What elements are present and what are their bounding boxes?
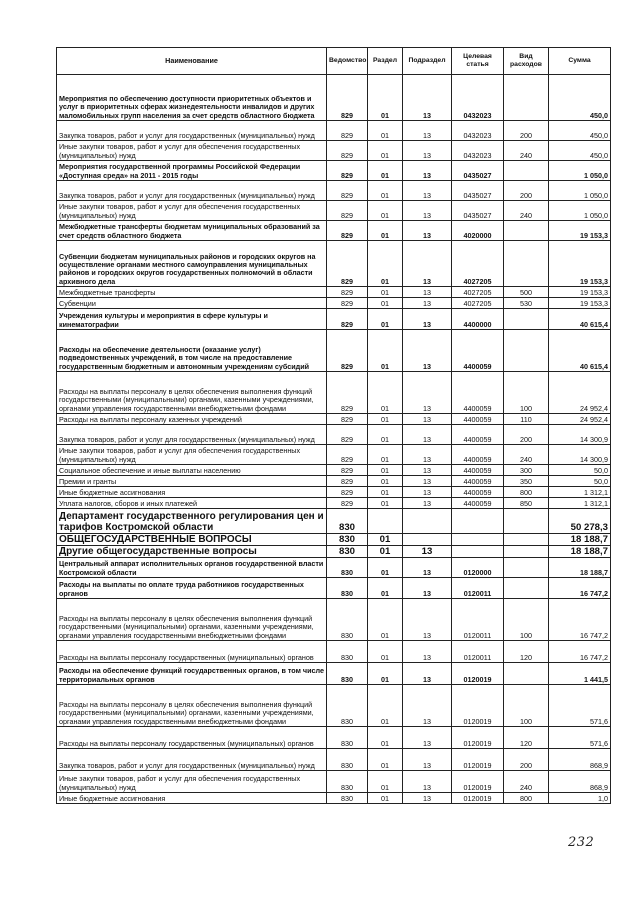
cell-expense-type: 200 xyxy=(504,181,549,201)
cell-name: Иные закупки товаров, работ и услуг для обеспечения государственных (муниципальных) нужд xyxy=(57,141,327,161)
cell-expense-type: 110 xyxy=(504,414,549,425)
cell-amount: 571,6 xyxy=(549,685,611,727)
cell-name: Учреждения культуры и мероприятия в сфере культуры и кинематографии xyxy=(57,309,327,330)
cell-subsection: 13 xyxy=(403,465,452,476)
cell-amount: 1 050,0 xyxy=(549,161,611,181)
cell-section: 01 xyxy=(368,487,403,498)
handwritten-page-number: 232 xyxy=(568,835,595,850)
table-row xyxy=(57,749,611,771)
table-row xyxy=(57,771,611,793)
cell-section: 01 xyxy=(368,465,403,476)
table-row xyxy=(57,487,611,498)
cell-expense-type: 120 xyxy=(504,727,549,749)
cell-subsection: 13 xyxy=(403,121,452,141)
cell-section: 01 xyxy=(368,685,403,727)
cell-target-article: 0120019 xyxy=(452,663,504,685)
cell-target-article: 4400059 xyxy=(452,487,504,498)
cell-target-article: 0432023 xyxy=(452,121,504,141)
cell-amount: 1 050,0 xyxy=(549,181,611,201)
cell-amount: 450,0 xyxy=(549,121,611,141)
cell-target-article xyxy=(452,546,504,558)
cell-target-article: 0120019 xyxy=(452,749,504,771)
cell-target-article: 4400059 xyxy=(452,330,504,372)
cell-section: 01 xyxy=(368,771,403,793)
cell-name: Расходы на выплаты персоналу в целях обеспечения выполнения функций государственными (муниципальными) органами, казенными учреждениями, органами управления государственными внебюджетными фондами xyxy=(57,685,327,727)
cell-subsection: 13 xyxy=(403,727,452,749)
cell-subsection: 13 xyxy=(403,330,452,372)
cell-section: 01 xyxy=(368,161,403,181)
cell-section: 01 xyxy=(368,75,403,121)
cell-name: Межбюджетные трансферты бюджетам муниципальных образований за счет средств областного бюджета xyxy=(57,221,327,241)
cell-department: 830 xyxy=(327,749,368,771)
cell-expense-type: 300 xyxy=(504,465,549,476)
cell-amount: 1 312,1 xyxy=(549,498,611,509)
cell-department: 829 xyxy=(327,221,368,241)
cell-subsection: 13 xyxy=(403,309,452,330)
cell-name: Премии и гранты xyxy=(57,476,327,487)
cell-section: 01 xyxy=(368,372,403,414)
cell-target-article: 0120019 xyxy=(452,727,504,749)
cell-target-article: 0120019 xyxy=(452,771,504,793)
cell-department: 829 xyxy=(327,445,368,465)
cell-name: Межбюджетные трансферты xyxy=(57,287,327,298)
cell-target-article: 0435027 xyxy=(452,201,504,221)
cell-expense-type: 200 xyxy=(504,749,549,771)
cell-name: Закупка товаров, работ и услуг для государственных (муниципальных) нужд xyxy=(57,749,327,771)
table-row xyxy=(57,330,611,372)
cell-name: Иные бюджетные ассигнования xyxy=(57,487,327,498)
cell-section: 01 xyxy=(368,445,403,465)
cell-expense-type: 240 xyxy=(504,201,549,221)
cell-subsection: 13 xyxy=(403,181,452,201)
cell-department: 830 xyxy=(327,509,368,534)
header-section: Раздел xyxy=(368,48,403,75)
cell-target-article: 4400059 xyxy=(452,465,504,476)
cell-target-article: 4400059 xyxy=(452,445,504,465)
cell-subsection: 13 xyxy=(403,372,452,414)
cell-amount: 19 153,3 xyxy=(549,287,611,298)
cell-subsection: 13 xyxy=(403,141,452,161)
cell-expense-type: 800 xyxy=(504,793,549,804)
cell-department: 830 xyxy=(327,578,368,599)
cell-department: 829 xyxy=(327,476,368,487)
cell-name: Иные закупки товаров, работ и услуг для обеспечения государственных (муниципальных) нужд xyxy=(57,771,327,793)
cell-target-article: 0435027 xyxy=(452,181,504,201)
cell-section: 01 xyxy=(368,578,403,599)
cell-section: 01 xyxy=(368,546,403,558)
table-row xyxy=(57,727,611,749)
cell-department: 830 xyxy=(327,727,368,749)
cell-section: 01 xyxy=(368,201,403,221)
cell-name: Расходы на выплаты персоналу в целях обеспечения выполнения функций государственными (муниципальными) органами, казенными учреждениями, органами управления государственными внебюджетными фондами xyxy=(57,599,327,641)
table-row xyxy=(57,641,611,663)
cell-name: ОБЩЕГОСУДАРСТВЕННЫЕ ВОПРОСЫ xyxy=(57,534,327,546)
cell-department: 830 xyxy=(327,558,368,578)
cell-amount: 1 441,5 xyxy=(549,663,611,685)
cell-expense-type xyxy=(504,75,549,121)
cell-target-article: 4400000 xyxy=(452,309,504,330)
cell-name: Мероприятия государственной программы Российской Федерации «Доступная среда» на 2011 - 2015 годы xyxy=(57,161,327,181)
cell-subsection: 13 xyxy=(403,287,452,298)
cell-amount: 18 188,7 xyxy=(549,534,611,546)
cell-department: 830 xyxy=(327,663,368,685)
cell-department: 829 xyxy=(327,181,368,201)
cell-name: Уплата налогов, сборов и иных платежей xyxy=(57,498,327,509)
cell-department: 829 xyxy=(327,201,368,221)
cell-subsection: 13 xyxy=(403,558,452,578)
cell-name: Расходы на выплаты персоналу государственных (муниципальных) органов xyxy=(57,727,327,749)
cell-target-article: 4020000 xyxy=(452,221,504,241)
table-body xyxy=(57,75,611,804)
table-row xyxy=(57,599,611,641)
cell-department: 829 xyxy=(327,487,368,498)
cell-target-article: 4400059 xyxy=(452,425,504,445)
cell-section: 01 xyxy=(368,476,403,487)
cell-department: 829 xyxy=(327,141,368,161)
cell-target-article: 0435027 xyxy=(452,161,504,181)
cell-subsection: 13 xyxy=(403,685,452,727)
table-row xyxy=(57,685,611,727)
cell-name: Иные бюджетные ассигнования xyxy=(57,793,327,804)
cell-department: 829 xyxy=(327,287,368,298)
cell-section: 01 xyxy=(368,663,403,685)
cell-section: 01 xyxy=(368,425,403,445)
cell-name: Субвенции бюджетам муниципальных районов и городских округов на осуществление органами местного самоуправления муниципальных районов и городских округов государственных полномочий в области архивного дела xyxy=(57,241,327,287)
cell-amount: 1 312,1 xyxy=(549,487,611,498)
cell-subsection: 13 xyxy=(403,476,452,487)
cell-section: 01 xyxy=(368,309,403,330)
cell-expense-type: 200 xyxy=(504,121,549,141)
cell-target-article: 0120019 xyxy=(452,793,504,804)
cell-target-article: 4400059 xyxy=(452,476,504,487)
cell-expense-type: 800 xyxy=(504,487,549,498)
cell-amount: 16 747,2 xyxy=(549,599,611,641)
cell-expense-type: 100 xyxy=(504,599,549,641)
header-department: Ведомство xyxy=(327,48,368,75)
cell-section: 01 xyxy=(368,641,403,663)
header-expense-type: Вид расходов xyxy=(504,48,549,75)
table-row xyxy=(57,465,611,476)
cell-target-article: 0120019 xyxy=(452,685,504,727)
table-row xyxy=(57,298,611,309)
cell-department: 829 xyxy=(327,330,368,372)
cell-expense-type: 350 xyxy=(504,476,549,487)
cell-target-article: 0120000 xyxy=(452,558,504,578)
table-row xyxy=(57,372,611,414)
cell-expense-type xyxy=(504,558,549,578)
cell-expense-type xyxy=(504,161,549,181)
cell-amount: 868,9 xyxy=(549,749,611,771)
cell-department: 829 xyxy=(327,161,368,181)
cell-expense-type xyxy=(504,578,549,599)
cell-name: Расходы на выплаты персоналу государственных (муниципальных) органов xyxy=(57,641,327,663)
header-target-article: Целевая статья xyxy=(452,48,504,75)
cell-amount: 16 747,2 xyxy=(549,578,611,599)
cell-department: 829 xyxy=(327,75,368,121)
cell-expense-type: 850 xyxy=(504,498,549,509)
cell-name: Социальное обеспечение и иные выплаты населению xyxy=(57,465,327,476)
cell-name: Иные закупки товаров, работ и услуг для обеспечения государственных (муниципальных) нужд xyxy=(57,201,327,221)
cell-department: 829 xyxy=(327,241,368,287)
cell-name: Закупка товаров, работ и услуг для государственных (муниципальных) нужд xyxy=(57,425,327,445)
cell-subsection: 13 xyxy=(403,578,452,599)
cell-target-article: 0432023 xyxy=(452,75,504,121)
cell-department: 829 xyxy=(327,465,368,476)
cell-amount: 24 952,4 xyxy=(549,372,611,414)
cell-name: Расходы на выплаты по оплате труда работников государственных органов xyxy=(57,578,327,599)
cell-department: 830 xyxy=(327,641,368,663)
cell-section: 01 xyxy=(368,558,403,578)
cell-subsection: 13 xyxy=(403,749,452,771)
cell-subsection: 13 xyxy=(403,414,452,425)
cell-target-article: 4027205 xyxy=(452,298,504,309)
cell-section: 01 xyxy=(368,221,403,241)
table-row xyxy=(57,181,611,201)
header-subsection: Подраздел xyxy=(403,48,452,75)
cell-amount: 50,0 xyxy=(549,465,611,476)
cell-department: 829 xyxy=(327,121,368,141)
cell-subsection: 13 xyxy=(403,546,452,558)
cell-department: 829 xyxy=(327,372,368,414)
cell-amount: 19 153,3 xyxy=(549,221,611,241)
cell-expense-type: 240 xyxy=(504,771,549,793)
table-row xyxy=(57,241,611,287)
table-row xyxy=(57,121,611,141)
cell-amount: 40 615,4 xyxy=(549,330,611,372)
budget-table xyxy=(56,47,611,804)
cell-department: 829 xyxy=(327,414,368,425)
cell-name: Расходы на выплаты персоналу в целях обеспечения выполнения функций государственными (муниципальными) органами, казенными учреждениями, органами управления государственными внебюджетными фондами xyxy=(57,372,327,414)
cell-name: Расходы на обеспечение деятельности (оказание услуг) подведомственных учреждений, в том числе на предоставление государственным бюджетным и автономным учреждениям субсидий xyxy=(57,330,327,372)
cell-expense-type xyxy=(504,534,549,546)
cell-amount: 571,6 xyxy=(549,727,611,749)
cell-amount: 450,0 xyxy=(549,75,611,121)
cell-amount: 868,9 xyxy=(549,771,611,793)
table-row xyxy=(57,221,611,241)
cell-section: 01 xyxy=(368,498,403,509)
cell-section: 01 xyxy=(368,141,403,161)
cell-target-article: 0120011 xyxy=(452,641,504,663)
table-row xyxy=(57,414,611,425)
cell-subsection: 13 xyxy=(403,663,452,685)
cell-target-article: 4400059 xyxy=(452,372,504,414)
cell-department: 830 xyxy=(327,534,368,546)
cell-department: 830 xyxy=(327,685,368,727)
cell-name: Мероприятия по обеспечению доступности приоритетных объектов и услуг в приоритетных сферах жизнедеятельности инвалидов и других маломобильных групп населения за счет средств областного бюджета xyxy=(57,75,327,121)
table-row xyxy=(57,578,611,599)
cell-target-article xyxy=(452,534,504,546)
cell-section: 01 xyxy=(368,534,403,546)
table-header-row xyxy=(57,48,611,75)
cell-name: Расходы на обеспечение функций государственных органов, в том числе территориальных органов xyxy=(57,663,327,685)
cell-section: 01 xyxy=(368,287,403,298)
cell-subsection xyxy=(403,509,452,534)
cell-subsection: 13 xyxy=(403,498,452,509)
cell-section: 01 xyxy=(368,121,403,141)
cell-department: 830 xyxy=(327,546,368,558)
cell-subsection: 13 xyxy=(403,298,452,309)
cell-section: 01 xyxy=(368,181,403,201)
table-row xyxy=(57,476,611,487)
cell-department: 829 xyxy=(327,425,368,445)
cell-section: 01 xyxy=(368,298,403,309)
table-row xyxy=(57,498,611,509)
cell-expense-type: 100 xyxy=(504,685,549,727)
cell-section: 01 xyxy=(368,599,403,641)
table-row xyxy=(57,201,611,221)
cell-expense-type xyxy=(504,509,549,534)
cell-target-article: 0120011 xyxy=(452,578,504,599)
cell-subsection: 13 xyxy=(403,241,452,287)
table-row xyxy=(57,425,611,445)
cell-target-article: 4027205 xyxy=(452,241,504,287)
table-row xyxy=(57,75,611,121)
cell-amount: 1 050,0 xyxy=(549,201,611,221)
cell-section: 01 xyxy=(368,414,403,425)
cell-expense-type xyxy=(504,663,549,685)
cell-amount: 50,0 xyxy=(549,476,611,487)
cell-amount: 16 747,2 xyxy=(549,641,611,663)
table-row xyxy=(57,558,611,578)
table-row xyxy=(57,546,611,558)
cell-section: 01 xyxy=(368,330,403,372)
cell-name: Центральный аппарат исполнительных органов государственной власти Костромской области xyxy=(57,558,327,578)
cell-expense-type: 120 xyxy=(504,641,549,663)
cell-amount: 24 952,4 xyxy=(549,414,611,425)
cell-section: 01 xyxy=(368,749,403,771)
cell-subsection: 13 xyxy=(403,221,452,241)
cell-expense-type: 100 xyxy=(504,372,549,414)
cell-amount: 14 300,9 xyxy=(549,425,611,445)
cell-expense-type: 240 xyxy=(504,445,549,465)
header-name: Наименование xyxy=(57,48,327,75)
cell-target-article xyxy=(452,509,504,534)
cell-name: Департамент государственного регулирования цен и тарифов Костромской области xyxy=(57,509,327,534)
cell-department: 830 xyxy=(327,771,368,793)
cell-name: Иные закупки товаров, работ и услуг для обеспечения государственных (муниципальных) нужд xyxy=(57,445,327,465)
cell-target-article: 4027205 xyxy=(452,287,504,298)
cell-section: 01 xyxy=(368,727,403,749)
cell-expense-type: 200 xyxy=(504,425,549,445)
cell-department: 829 xyxy=(327,298,368,309)
cell-amount: 450,0 xyxy=(549,141,611,161)
cell-expense-type xyxy=(504,241,549,287)
table-row xyxy=(57,141,611,161)
cell-subsection: 13 xyxy=(403,201,452,221)
header-amount: Сумма xyxy=(549,48,611,75)
cell-amount: 18 188,7 xyxy=(549,546,611,558)
cell-target-article: 0432023 xyxy=(452,141,504,161)
cell-subsection: 13 xyxy=(403,599,452,641)
cell-subsection: 13 xyxy=(403,425,452,445)
cell-amount: 19 153,3 xyxy=(549,241,611,287)
cell-name: Закупка товаров, работ и услуг для государственных (муниципальных) нужд xyxy=(57,121,327,141)
table-row xyxy=(57,509,611,534)
cell-name: Закупка товаров, работ и услуг для государственных (муниципальных) нужд xyxy=(57,181,327,201)
cell-name: Расходы на выплаты персоналу казенных учреждений xyxy=(57,414,327,425)
cell-amount: 19 153,3 xyxy=(549,298,611,309)
cell-department: 830 xyxy=(327,793,368,804)
cell-department: 829 xyxy=(327,498,368,509)
cell-target-article: 4400059 xyxy=(452,414,504,425)
cell-name: Субвенции xyxy=(57,298,327,309)
cell-expense-type: 530 xyxy=(504,298,549,309)
cell-subsection: 13 xyxy=(403,641,452,663)
table-row xyxy=(57,534,611,546)
cell-amount: 1,0 xyxy=(549,793,611,804)
cell-section xyxy=(368,509,403,534)
cell-amount: 18 188,7 xyxy=(549,558,611,578)
cell-amount: 40 615,4 xyxy=(549,309,611,330)
cell-subsection: 13 xyxy=(403,793,452,804)
cell-expense-type: 240 xyxy=(504,141,549,161)
cell-target-article: 0120011 xyxy=(452,599,504,641)
cell-expense-type: 500 xyxy=(504,287,549,298)
table-row xyxy=(57,161,611,181)
table-row xyxy=(57,793,611,804)
cell-target-article: 4400059 xyxy=(452,498,504,509)
cell-department: 829 xyxy=(327,309,368,330)
table-row xyxy=(57,445,611,465)
cell-subsection xyxy=(403,534,452,546)
cell-department: 830 xyxy=(327,599,368,641)
cell-section: 01 xyxy=(368,241,403,287)
cell-section: 01 xyxy=(368,793,403,804)
cell-name: Другие общегосударственные вопросы xyxy=(57,546,327,558)
cell-subsection: 13 xyxy=(403,75,452,121)
cell-amount: 14 300,9 xyxy=(549,445,611,465)
cell-expense-type xyxy=(504,309,549,330)
table-row xyxy=(57,663,611,685)
cell-subsection: 13 xyxy=(403,161,452,181)
table-row xyxy=(57,309,611,330)
cell-expense-type xyxy=(504,221,549,241)
cell-amount: 50 278,3 xyxy=(549,509,611,534)
table-row xyxy=(57,287,611,298)
cell-expense-type xyxy=(504,330,549,372)
cell-subsection: 13 xyxy=(403,487,452,498)
cell-subsection: 13 xyxy=(403,771,452,793)
cell-subsection: 13 xyxy=(403,445,452,465)
cell-expense-type xyxy=(504,546,549,558)
